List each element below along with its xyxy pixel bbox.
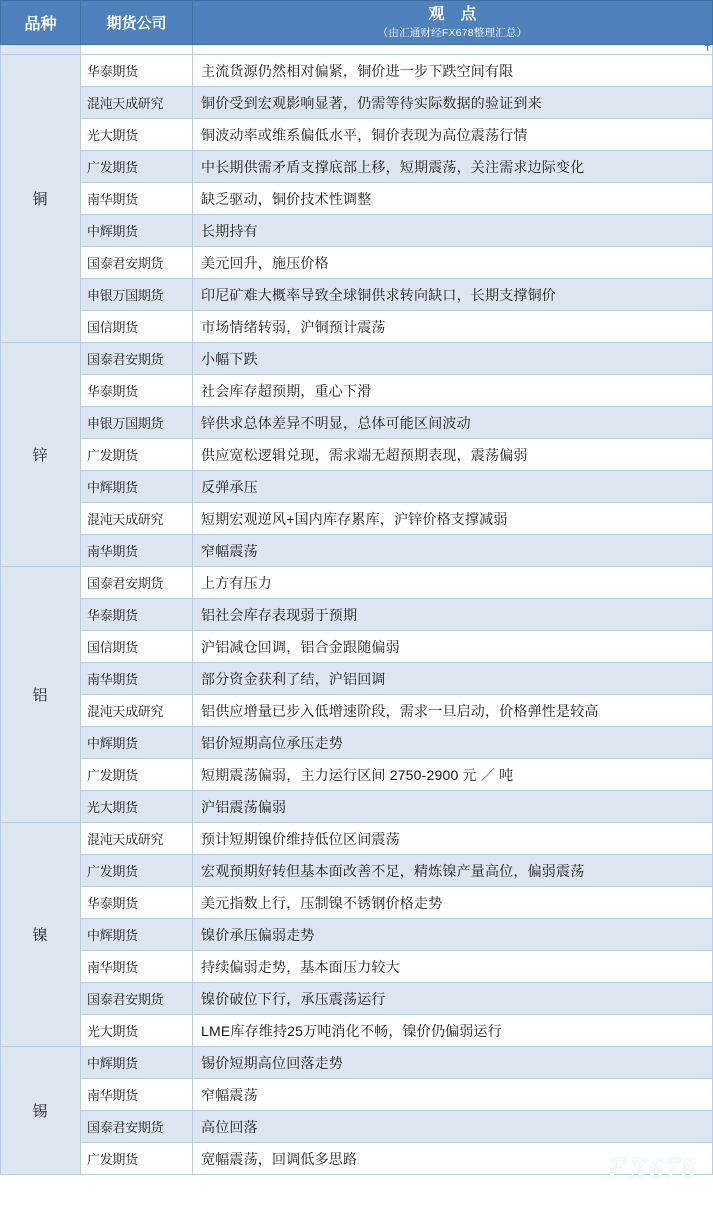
table-row	[1, 631, 713, 663]
table-row	[1, 599, 713, 631]
company-cell: 南华期货	[81, 951, 193, 983]
header-spacer-view	[193, 45, 713, 55]
view-cell: 铝价短期高位承压走势	[193, 727, 713, 759]
company-cell: 广发期货	[81, 759, 193, 791]
company-cell: 国信期货	[81, 311, 193, 343]
header-spacer-row	[1, 45, 713, 55]
view-cell: 宽幅震荡，回调低多思路	[193, 1143, 713, 1175]
company-cell: 南华期货	[81, 183, 193, 215]
company-cell: 南华期货	[81, 663, 193, 695]
view-cell: 宏观预期好转但基本面改善不足，精炼镍产量高位，偏弱震荡	[193, 855, 713, 887]
company-cell: 国泰君安期货	[81, 983, 193, 1015]
view-cell: 沪铝减仓回调，铝合金跟随偏弱	[193, 631, 713, 663]
company-cell: 国泰君安期货	[81, 343, 193, 375]
variety-cell: 铜	[1, 55, 81, 343]
table-row	[1, 727, 713, 759]
corner-mark-icon: T	[705, 44, 710, 54]
view-cell: 镍价破位下行，承压震荡运行	[193, 983, 713, 1015]
table-row	[1, 247, 713, 279]
table-row	[1, 87, 713, 119]
view-cell: 高位回落	[193, 1111, 713, 1143]
table-row	[1, 343, 713, 375]
variety-cell: 锡	[1, 1047, 81, 1175]
view-cell: 镍价承压偏弱走势	[193, 919, 713, 951]
company-cell: 国泰君安期货	[81, 567, 193, 599]
company-cell: 混沌天成研究	[81, 87, 193, 119]
company-cell: 中辉期货	[81, 919, 193, 951]
company-cell: 南华期货	[81, 535, 193, 567]
company-cell: 混沌天成研究	[81, 695, 193, 727]
view-cell: 中长期供需矛盾支撑底部上移，短期震荡，关注需求边际变化	[193, 151, 713, 183]
view-cell: 铝供应增量已步入低增速阶段，需求一旦启动，价格弹性是较高	[193, 695, 713, 727]
company-cell: 华泰期货	[81, 887, 193, 919]
header-variety: 品种	[1, 1, 81, 45]
company-cell: 混沌天成研究	[81, 503, 193, 535]
table-header-row	[1, 1, 713, 45]
table-row	[1, 1015, 713, 1047]
view-cell: 沪铝震荡偏弱	[193, 791, 713, 823]
company-cell: 广发期货	[81, 151, 193, 183]
view-cell: 铜价受到宏观影响显著，仍需等待实际数据的验证到来	[193, 87, 713, 119]
view-cell: 主流货源仍然相对偏紧，铜价进一步下跌空间有限	[193, 55, 713, 87]
company-cell: 中辉期货	[81, 1047, 193, 1079]
variety-cell: 锌	[1, 343, 81, 567]
company-cell: 华泰期货	[81, 599, 193, 631]
table-row	[1, 279, 713, 311]
view-cell: 小幅下跌	[193, 343, 713, 375]
table-row	[1, 823, 713, 855]
table-row	[1, 439, 713, 471]
view-cell: 印尼矿难大概率导致全球铜供求转向缺口，长期支撑铜价	[193, 279, 713, 311]
header-view-title: 观 点	[428, 6, 477, 23]
view-cell: 美元指数上行，压制镍不锈钢价格走势	[193, 887, 713, 919]
view-cell: 持续偏弱走势，基本面压力较大	[193, 951, 713, 983]
table-row	[1, 503, 713, 535]
variety-cell: 镍	[1, 823, 81, 1047]
company-cell: 广发期货	[81, 1143, 193, 1175]
view-cell: 铜波动率或维系偏低水平，铜价表现为高位震荡行情	[193, 119, 713, 151]
view-cell: 市场情绪转弱，沪铜预计震荡	[193, 311, 713, 343]
company-cell: 中辉期货	[81, 727, 193, 759]
header-spacer-variety	[1, 45, 81, 55]
table-row	[1, 183, 713, 215]
view-cell: 预计短期镍价维持低位区间震荡	[193, 823, 713, 855]
company-cell: 混沌天成研究	[81, 823, 193, 855]
header-view-subtitle: （由汇通财经FX678整理汇总）	[377, 27, 528, 39]
company-cell: 国泰君安期货	[81, 247, 193, 279]
table-row	[1, 215, 713, 247]
table-body	[1, 1, 713, 1175]
table-row	[1, 567, 713, 599]
company-cell: 国信期货	[81, 631, 193, 663]
table-row	[1, 1143, 713, 1175]
view-cell: 窄幅震荡	[193, 535, 713, 567]
view-cell: 供应宽松逻辑兑现，需求端无超预期表现，震荡偏弱	[193, 439, 713, 471]
view-cell: 短期震荡偏弱，主力运行区间 2750-2900 元 ／ 吨	[193, 759, 713, 791]
table-row	[1, 1079, 713, 1111]
view-cell: 缺乏驱动，铜价技术性调整	[193, 183, 713, 215]
view-cell: LME库存维持25万吨消化不畅，镍价仍偏弱运行	[193, 1015, 713, 1047]
table-row	[1, 535, 713, 567]
company-cell: 光大期货	[81, 791, 193, 823]
header-company: 期货公司	[81, 1, 193, 45]
table-row	[1, 663, 713, 695]
table-row	[1, 407, 713, 439]
company-cell: 广发期货	[81, 855, 193, 887]
table-row	[1, 375, 713, 407]
company-cell: 国泰君安期货	[81, 1111, 193, 1143]
table-row	[1, 471, 713, 503]
view-cell: 社会库存超预期，重心下滑	[193, 375, 713, 407]
table-row	[1, 119, 713, 151]
view-cell: 部分资金获利了结，沪铝回调	[193, 663, 713, 695]
company-cell: 光大期货	[81, 1015, 193, 1047]
table-row	[1, 695, 713, 727]
view-cell: 窄幅震荡	[193, 1079, 713, 1111]
header-spacer-company	[81, 45, 193, 55]
company-cell: 南华期货	[81, 1079, 193, 1111]
table-row	[1, 55, 713, 87]
header-view	[193, 1, 713, 45]
table-row	[1, 1047, 713, 1079]
table-row	[1, 919, 713, 951]
view-cell: 长期持有	[193, 215, 713, 247]
view-cell: 铝社会库存表现弱于预期	[193, 599, 713, 631]
company-cell: 广发期货	[81, 439, 193, 471]
company-cell: 中辉期货	[81, 471, 193, 503]
view-cell: 锡价短期高位回落走势	[193, 1047, 713, 1079]
table-row	[1, 791, 713, 823]
table-row	[1, 759, 713, 791]
table-row	[1, 887, 713, 919]
company-cell: 华泰期货	[81, 375, 193, 407]
view-cell: 反弹承压	[193, 471, 713, 503]
table-row	[1, 151, 713, 183]
company-cell: 华泰期货	[81, 55, 193, 87]
company-cell: 申银万国期货	[81, 407, 193, 439]
watermark: FX678	[606, 1152, 697, 1185]
view-cell: 锌供求总体差异不明显，总体可能区间波动	[193, 407, 713, 439]
table-row	[1, 1111, 713, 1143]
table-row	[1, 951, 713, 983]
table-row	[1, 311, 713, 343]
table-row	[1, 855, 713, 887]
table-row	[1, 983, 713, 1015]
company-cell: 中辉期货	[81, 215, 193, 247]
variety-cell: 铝	[1, 567, 81, 823]
company-cell: 申银万国期货	[81, 279, 193, 311]
view-cell: 上方有压力	[193, 567, 713, 599]
view-cell: 短期宏观逆风+国内库存累库，沪锌价格支撑减弱	[193, 503, 713, 535]
view-cell: 美元回升，施压价格	[193, 247, 713, 279]
company-cell: 光大期货	[81, 119, 193, 151]
